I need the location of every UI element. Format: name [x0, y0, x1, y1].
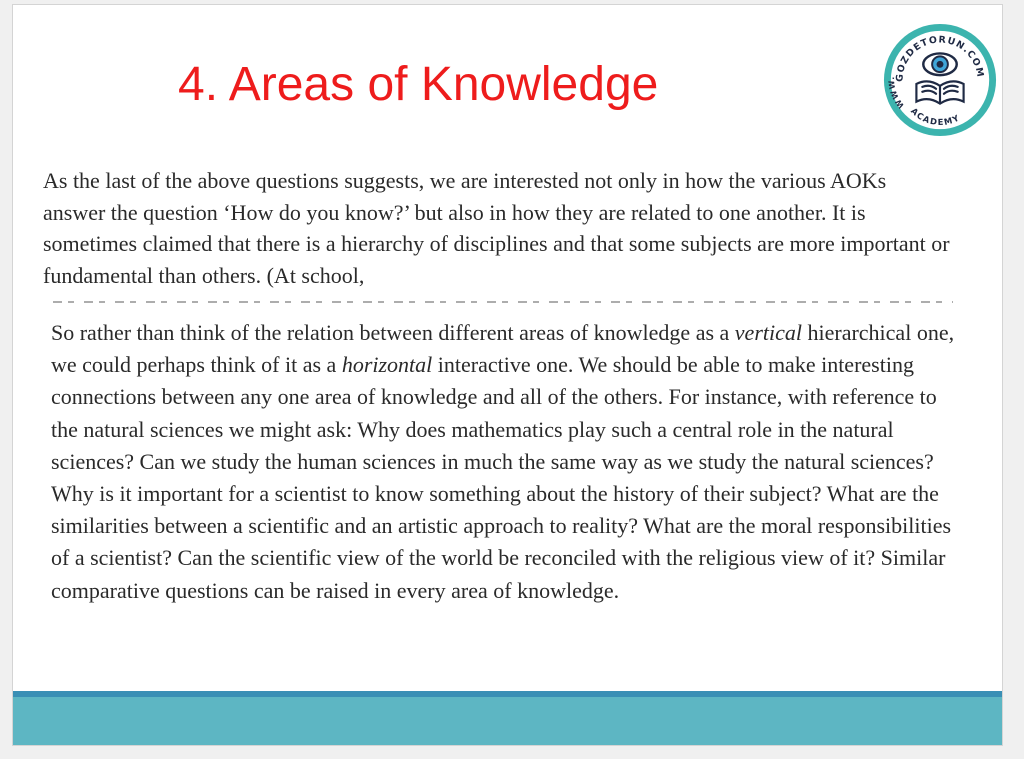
logo-bottom-text: ACADEMY — [908, 105, 962, 128]
excerpt-main-text-1: So rather than think of the relation between different areas of knowledge as a — [51, 320, 735, 345]
excerpt-main-text-3: interactive one. We should be able to make interesting connections between any one area of knowledge and all of the others. For instance, with reference to the natural sciences we might ask: Why does mathematics play such a central role in the natural sciences? Can we study the human sciences in much the same way as we study the natural sciences? Why is it important for a scientist to know something about the history of their subject? What are the similarities between a scientific and an artistic approach to reality? What are the moral responsibilities of a scientist? Can the scientific view of the world be reconciled with the religious view of it? Similar comparative questions can be raised in every area of knowledge. — [51, 352, 952, 603]
open-book-icon — [916, 81, 963, 103]
eye-icon — [923, 53, 956, 75]
slide-title: 4. Areas of Knowledge — [178, 58, 659, 111]
academy-logo — [881, 21, 999, 139]
logo-left-text: WWW. — [886, 75, 907, 110]
footer-band — [13, 697, 1002, 746]
excerpt-main-text-2: hierarchical one, we could perhaps think of it as a — [51, 320, 955, 378]
excerpt-main-emphasis-vertical: vertical — [734, 320, 802, 345]
excerpt-main-paragraph — [51, 317, 966, 607]
logo-top-text: GOZDETORUN.COM — [894, 34, 986, 83]
slide — [12, 4, 1003, 746]
excerpt-main-emphasis-horizontal: horizontal — [341, 352, 433, 378]
cropped-text-line — [53, 300, 953, 304]
logo-inner — [891, 31, 989, 129]
excerpt-top-paragraph: As the last of the above questions suggests, we are interested not only in how the various AOKs answer the question ‘How do you know?’ but also in how they are related to one another. It is sometimes claimed that there is a hierarchy of disciplines and that some subjects are more important or fundamental than others. (At school, — [43, 168, 950, 288]
